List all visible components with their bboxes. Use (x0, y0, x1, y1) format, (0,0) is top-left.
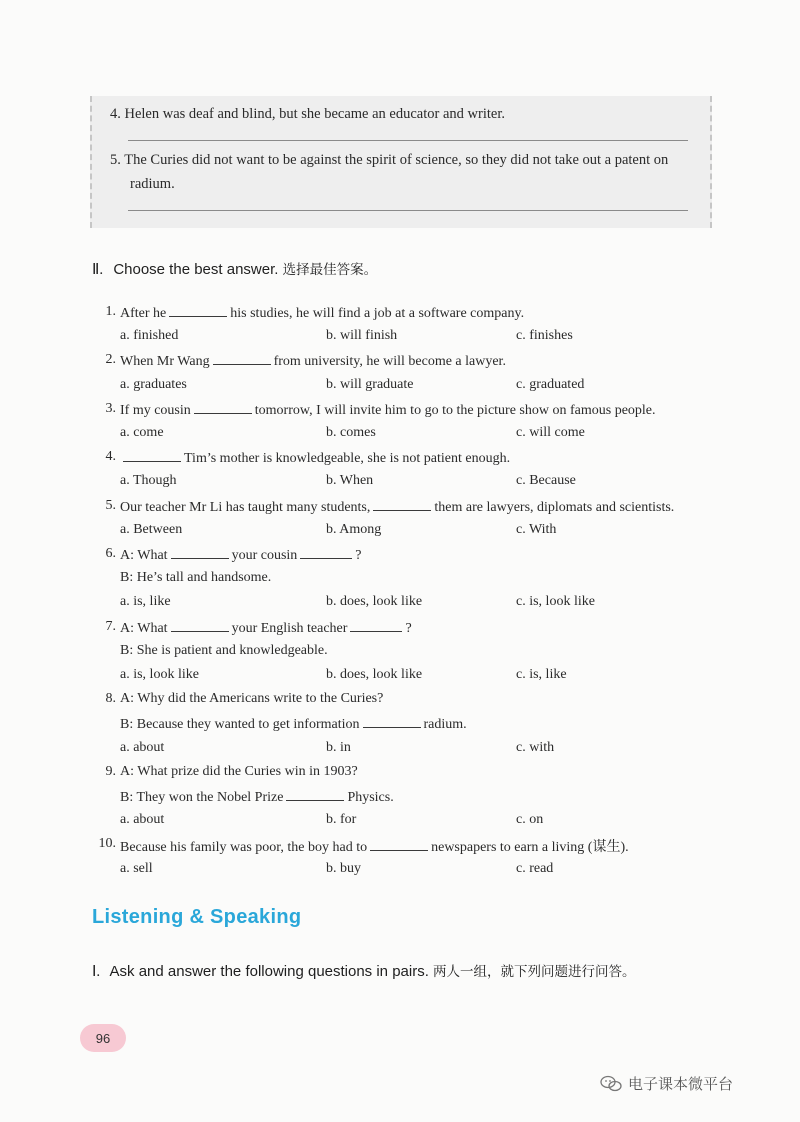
section-title-cn: 选择最佳答案。 (282, 262, 378, 277)
item-text: radium. (130, 176, 175, 192)
answer-option-b[interactable]: b. for (326, 812, 357, 828)
answer-line[interactable] (128, 140, 688, 141)
question-number: 5. (105, 497, 116, 513)
answer-blank[interactable] (213, 352, 271, 365)
item-number: 5. (110, 152, 121, 168)
answer-option-a[interactable]: a. sell (120, 860, 153, 876)
question-fragment: B: They won the Nobel Prize (120, 790, 284, 805)
question-number: 7. (105, 618, 116, 634)
question-fragment: radium. (423, 717, 467, 733)
answer-option-b[interactable]: b. does, look like (326, 594, 423, 610)
section-roman: Ⅰ. (92, 964, 101, 980)
question-fragment: his studies, he will find a job at a software company. (230, 306, 525, 321)
section-roman: Ⅱ. (92, 262, 104, 278)
box-item-5-cont (130, 176, 175, 193)
question-text (120, 691, 383, 707)
question-text (120, 764, 358, 780)
instruction-text: Ask and answer the following questions in pairs. (109, 963, 429, 980)
answer-option-a[interactable]: a. Between (120, 521, 183, 537)
question-number: 8. (105, 691, 116, 707)
watermark (600, 1073, 733, 1094)
question-number: 1. (105, 304, 116, 319)
question-fragment: ? (355, 548, 362, 563)
question-text (120, 715, 467, 733)
question-number: 2. (105, 352, 116, 368)
question-fragment: tomorrow, I will invite him to go to the picture show on famous people. (254, 402, 656, 418)
answer-option-a[interactable]: a. Though (120, 473, 177, 489)
question-fragment: your cousin (231, 548, 298, 563)
question-number: 4. (105, 449, 116, 465)
answer-blank[interactable] (370, 838, 428, 851)
question-fragment: B: Because they wanted to get information (120, 717, 360, 733)
question-fragment: ? (405, 620, 412, 636)
answer-option-b[interactable]: b. Among (326, 521, 382, 537)
answer-blank[interactable] (123, 449, 181, 462)
question-fragment: B: He’s tall and handsome. (120, 570, 272, 586)
answer-option-c[interactable]: c. is, look like (516, 594, 595, 610)
answer-option-b[interactable]: b. buy (326, 860, 361, 876)
watermark-text: 电子课本微平台 (628, 1075, 734, 1093)
answer-option-b[interactable]: b. comes (326, 425, 376, 440)
answer-blank[interactable] (171, 619, 229, 632)
answer-option-c[interactable]: c. graduated (516, 376, 585, 392)
section-heading (92, 258, 377, 279)
question-text (120, 449, 510, 467)
page-number: 96 (80, 1024, 126, 1052)
item-number: 4. (110, 106, 121, 122)
question-fragment: If my cousin (120, 402, 191, 418)
question-fragment: A: What prize did the Curies win in 1903? (120, 763, 358, 779)
question-fragment: newspapers to earn a living (谋生). (431, 840, 629, 856)
answer-option-c[interactable]: c. With (516, 521, 557, 537)
answer-line[interactable] (128, 210, 688, 211)
answer-option-a[interactable]: a. come (120, 425, 164, 440)
question-fragment: them are lawyers, diplomats and scientists. (434, 499, 675, 515)
question-fragment: your English teacher (231, 620, 348, 636)
question-fragment: After he (120, 306, 167, 321)
question-fragment: B: She is patient and knowledgeable. (120, 642, 328, 658)
box-item-4 (110, 106, 505, 123)
question-text (120, 788, 394, 806)
answer-option-a[interactable]: a. finished (120, 328, 179, 344)
listening-instruction (92, 960, 636, 981)
answer-option-a[interactable]: a. about (120, 739, 165, 755)
question-fragment: from university, he will become a lawyer. (273, 354, 506, 370)
answer-option-c[interactable]: c. on (516, 812, 544, 828)
answer-blank[interactable] (300, 546, 352, 559)
question-text (120, 836, 629, 856)
item-text: Helen was deaf and blind, but she became an educator and writer. (124, 106, 505, 122)
question-fragment: A: What (120, 620, 168, 636)
question-text (120, 619, 412, 637)
box-item-5 (110, 152, 668, 169)
item-text: The Curies did not want to be against the spirit of science, so they did not take out a patent on (124, 152, 669, 168)
exercise-box (90, 96, 712, 228)
answer-option-c[interactable]: c. read (516, 860, 554, 876)
answer-option-a[interactable]: a. about (120, 812, 165, 828)
answer-option-b[interactable]: b. will finish (326, 328, 398, 344)
answer-option-c[interactable]: c. with (516, 739, 555, 755)
answer-blank[interactable] (350, 619, 402, 632)
answer-option-c[interactable]: c. finishes (516, 328, 573, 344)
answer-option-b[interactable]: b. When (326, 473, 374, 489)
answer-option-a[interactable]: a. is, like (120, 594, 171, 610)
question-fragment: Because his family was poor, the boy had to (120, 840, 368, 856)
answer-option-b[interactable]: b. will graduate (326, 376, 414, 392)
answer-option-c[interactable]: c. will come (516, 425, 585, 440)
question-text (120, 546, 362, 564)
question-fragment: Physics. (347, 790, 394, 805)
answer-option-b[interactable]: b. in (326, 739, 351, 755)
question-fragment: Our teacher Mr Li has taught many students, (120, 499, 371, 515)
question-text (120, 352, 506, 370)
answer-blank[interactable] (169, 304, 227, 317)
instruction-text-cn: 两人一组，就下列问题进行问答。 (433, 964, 636, 979)
answer-option-c[interactable]: c. is, like (516, 667, 567, 682)
answer-blank[interactable] (373, 498, 431, 511)
answer-blank[interactable] (194, 401, 252, 414)
answer-option-b[interactable]: b. does, look like (326, 667, 423, 682)
question-text (120, 643, 328, 659)
answer-blank[interactable] (171, 546, 229, 559)
question-text (120, 401, 656, 419)
wechat-icon (600, 1075, 622, 1093)
question-text (120, 498, 674, 516)
question-fragment: When Mr Wang (120, 354, 210, 370)
question-number: 6. (105, 546, 116, 561)
question-text (120, 304, 524, 322)
question-number: 3. (105, 400, 116, 416)
listening-speaking-title: Listening & Speaking (92, 906, 302, 928)
question-fragment: A: Why did the Americans write to the Curies? (120, 691, 384, 707)
question-text (120, 570, 271, 586)
answer-blank[interactable] (363, 715, 421, 728)
answer-option-a[interactable]: a. graduates (120, 376, 187, 392)
question-number: 10. (98, 836, 116, 852)
answer-option-a[interactable]: a. is, look like (120, 667, 199, 682)
question-fragment: Tim’s mother is knowledgeable, she is not patient enough. (184, 451, 511, 467)
answer-option-c[interactable]: c. Because (516, 473, 576, 489)
question-fragment: A: What (120, 548, 168, 563)
answer-blank[interactable] (286, 788, 344, 801)
question-number: 9. (105, 763, 116, 779)
section-title: Choose the best answer. (113, 261, 279, 278)
